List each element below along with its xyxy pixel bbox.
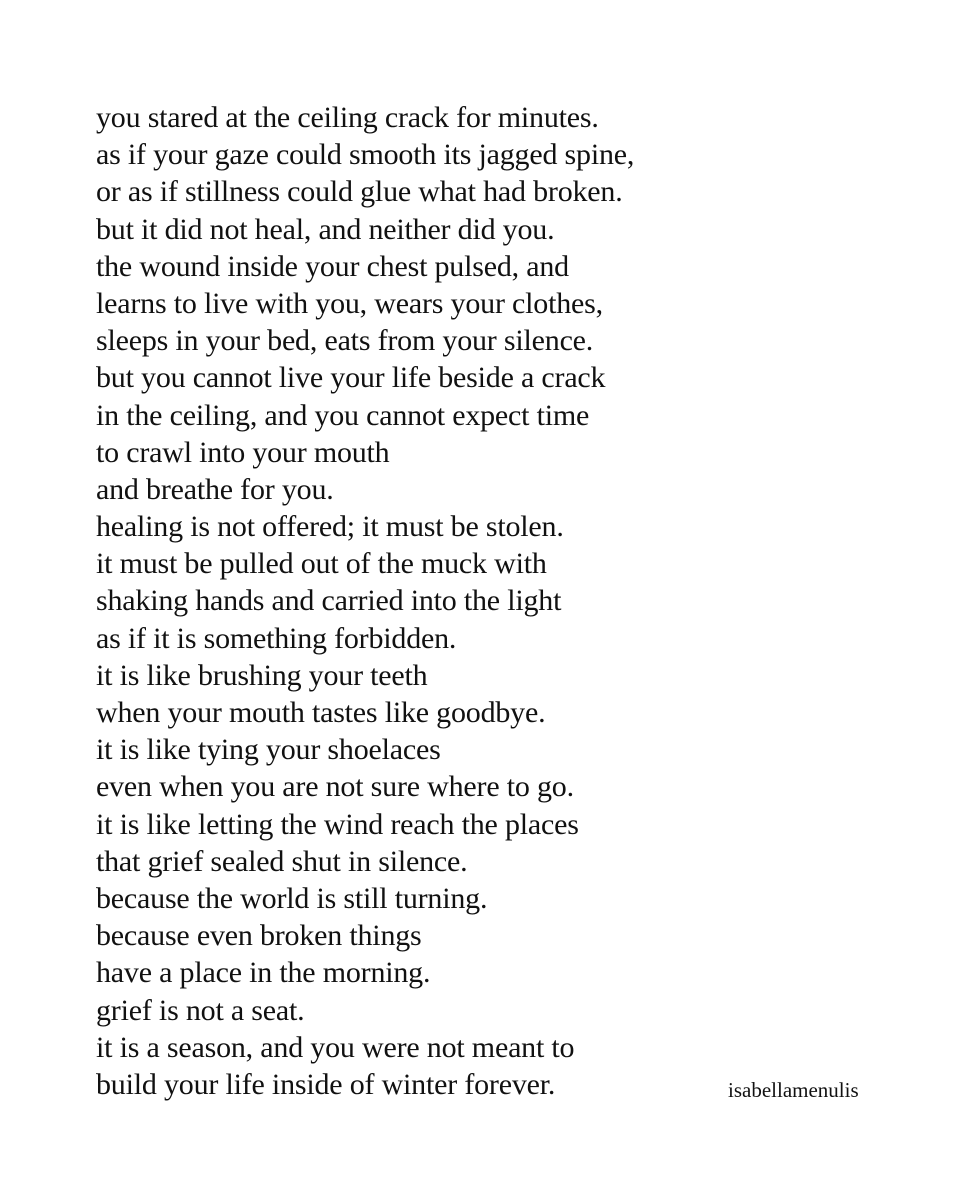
poem-line: it is a season, and you were not meant to [96, 1030, 575, 1064]
author-signature: isabellamenulis [728, 1078, 859, 1102]
poem-line: as if your gaze could smooth its jagged spine, [96, 138, 635, 172]
poem-line: sleeps in your bed, eats from your silence. [96, 324, 594, 358]
poem-line: the wound inside your chest pulsed, and [96, 249, 569, 283]
poem-line: it is like tying your shoelaces [96, 733, 441, 767]
poem-line: it must be pulled out of the muck with [96, 547, 547, 581]
poem-line: in the ceiling, and you cannot expect time [96, 398, 590, 432]
poem-line: when your mouth tastes like goodbye. [96, 696, 546, 729]
poem-line: it is like letting the wind reach the places [96, 807, 579, 841]
poem-line: healing is not offered; it must be stolen. [96, 510, 564, 544]
poem-line: to crawl into your mouth [96, 435, 390, 469]
poem-line: that grief sealed shut in silence. [96, 844, 468, 878]
poem-line: even when you are not sure where to go. [96, 770, 574, 804]
poem-line: it is like brushing your teeth [96, 658, 428, 692]
poem-line: have a place in the morning. [96, 956, 431, 990]
poem-line: and breathe for you. [96, 472, 334, 506]
poem-line: but you cannot live your life beside a crack [96, 361, 606, 395]
poem-line: grief is not a seat. [96, 993, 305, 1027]
poem-line: as if it is something forbidden. [96, 621, 457, 655]
poem-line: learns to live with you, wears your clothes, [96, 286, 603, 320]
poem-line: because the world is still turning. [96, 881, 488, 915]
poem-line: but it did not heal, and neither did you. [96, 212, 555, 246]
poem-line: build your life inside of winter forever. [96, 1067, 556, 1101]
poem-line: shaking hands and carried into the light [96, 584, 562, 618]
poem-text [96, 99, 716, 1103]
poem-line: or as if stillness could glue what had broken. [96, 175, 623, 209]
poem-line: because even broken things [96, 919, 422, 953]
poem-line: you stared at the ceiling crack for minutes. [96, 101, 599, 134]
